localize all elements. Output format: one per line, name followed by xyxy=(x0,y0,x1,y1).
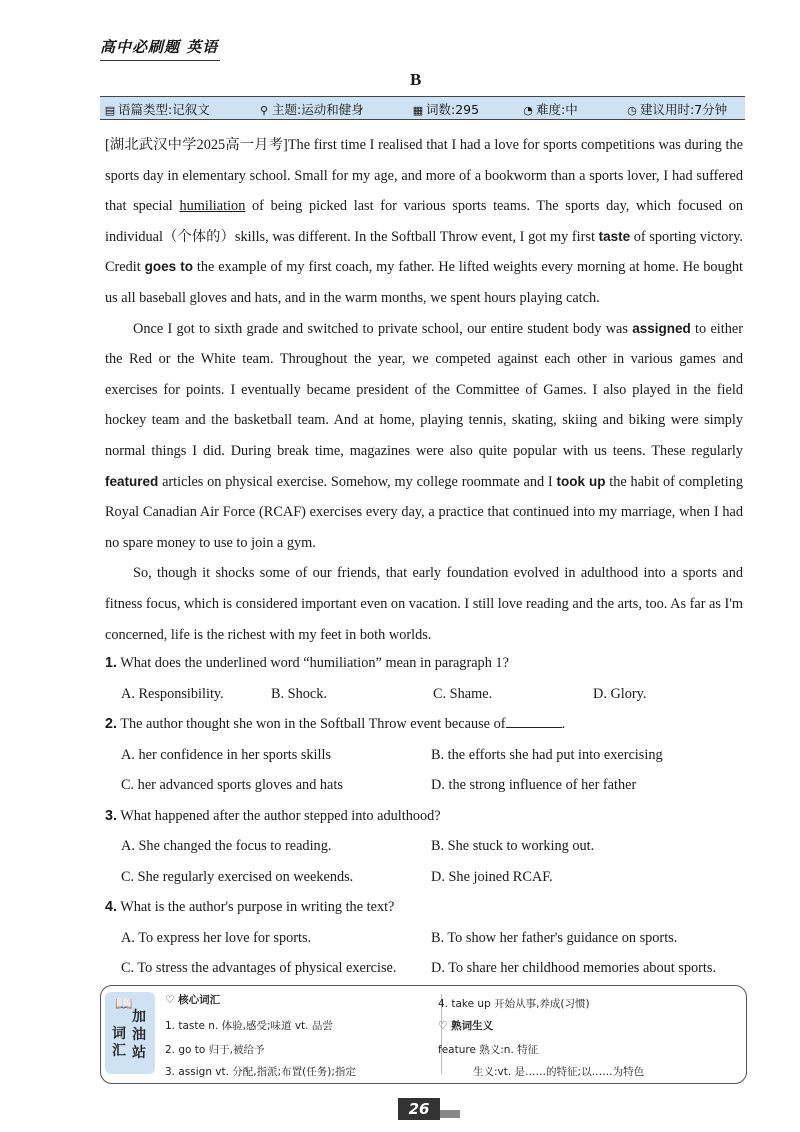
question-4-stem xyxy=(105,892,743,923)
paragraph-text: articles on physical exercise. Somehow, my college roommate and I xyxy=(158,473,557,490)
paragraph-1 xyxy=(105,130,743,314)
familiar-word-heading-text: 熟词生义 xyxy=(451,1020,494,1032)
source-tag: [湖北武汉中学2025高一月考] xyxy=(105,137,288,153)
option-c[interactable]: C. Shame. xyxy=(433,685,493,702)
familiar-word-line-2: 生义:vt. 是……的特征;以……为特色 xyxy=(473,1066,645,1078)
paragraph-text: So, though it shocks some of our friends, that early foundation evolved in adulthood into a sports and fitness focus, which is considered important even on vacation. I still love reading and the arts, too. As far as I'm concerned, life is the richest with my feet in both worlds. xyxy=(105,565,743,643)
question-1-stem xyxy=(105,648,743,679)
question-text: What does the underlined word “humiliation” mean in paragraph 1? xyxy=(116,655,509,671)
theme-info xyxy=(258,100,364,118)
option-a[interactable]: A. To express her love for sports. xyxy=(121,929,312,946)
option-d[interactable]: D. the strong influence of her father xyxy=(431,777,637,793)
core-item-2: 2. go to 归于,被给予 xyxy=(165,1044,265,1056)
option-d[interactable]: D. To share her childhood memories about sports. xyxy=(431,960,717,976)
suggested-time-text: 建议用时:7分钟 xyxy=(640,102,728,117)
question-number: 1. xyxy=(105,655,117,671)
paragraph-text: Once I got to sixth grade and switched to private school, our entire student body was xyxy=(133,320,633,337)
bold-keyword: assigned xyxy=(632,320,691,336)
passage-info-bar xyxy=(100,96,745,120)
paragraph-text: of being picked last for various sports teams. The sports day, which focused on individual（个体的）skills, was different. In the Softball Throw event, I got my first xyxy=(105,198,744,245)
option-a[interactable]: A. her confidence in her sports skills xyxy=(121,746,332,763)
option-c[interactable]: C. To stress the advantages of physical exercise. xyxy=(121,960,397,976)
vocab-tab-label-1: 词汇 xyxy=(112,1026,126,1059)
familiar-word-line-1: feature 熟义:n. 特征 xyxy=(438,1044,539,1056)
core-item-4: 4. take up 开始从事,养成(习惯) xyxy=(438,998,590,1010)
option-a[interactable]: A. Responsibility. xyxy=(121,685,224,702)
question-4-options-row1 xyxy=(105,923,743,954)
header-underline xyxy=(100,60,220,61)
vocab-tab-label-2: 加油站 xyxy=(132,1009,146,1061)
question-2-stem xyxy=(105,709,743,740)
option-a[interactable]: A. She changed the focus to reading. xyxy=(121,838,332,854)
reading-passage xyxy=(105,130,743,650)
option-b[interactable]: B. She stuck to working out. xyxy=(431,838,595,854)
paragraph-2 xyxy=(105,314,743,559)
heart-icon: ♡ xyxy=(438,1020,452,1032)
question-2-options-row2 xyxy=(105,770,743,801)
underlined-word: humiliation xyxy=(179,198,246,215)
paragraph-text: to either the Red or the White team. Throughout the year, we competed against each other in various games and exercises for points. I eventually became president of the Committee of Games. I also played in the field hockey team and the basketball team. And at home, playing tennis, skating, skiing and biking were simply normal things I did. During break time, magazines were also quite popular with us teens. These regularly xyxy=(105,320,743,459)
option-d[interactable]: D. Glory. xyxy=(593,685,647,702)
word-count-text: 词数:295 xyxy=(426,102,480,117)
core-vocab-heading-text: 核心词汇 xyxy=(178,994,221,1006)
option-b[interactable]: B. To show her father's guidance on sports. xyxy=(431,929,678,946)
word-count-info xyxy=(412,100,479,118)
familiar-word-heading xyxy=(438,1018,493,1033)
vocabulary-box xyxy=(100,985,747,1084)
paragraph-text: the habit of completing Royal Canadian Air Force (RCAF) exercises every day, a practice that continued into my marriage, when I had no spare money to use to join a gym. xyxy=(105,473,743,551)
option-c[interactable]: C. her advanced sports gloves and hats xyxy=(121,777,343,793)
document-icon: ▤ xyxy=(104,104,116,117)
core-item-1: 1. taste n. 体验,感受;味道 vt. 品尝 xyxy=(165,1020,333,1032)
paragraph-text: The first time I realised that I had a love for sports competitions was during the sports day in elementary school. Small for my age, and more of a bookworm than a sports lover, I had suffered that special xyxy=(105,137,743,215)
question-text: What is the author's purpose in writing the text? xyxy=(116,899,395,915)
page-number: 26 xyxy=(398,1098,440,1120)
core-vocab-heading xyxy=(165,992,220,1007)
genre-text: 语篇类型:记叙文 xyxy=(118,102,210,117)
suggested-time-info xyxy=(626,100,727,118)
difficulty-info xyxy=(522,100,578,118)
difficulty-text: 难度:中 xyxy=(536,102,578,117)
gauge-icon: ◔ xyxy=(523,104,533,117)
bold-keyword: taste xyxy=(598,228,631,244)
clock-icon: ◷ xyxy=(627,104,637,117)
vocabulary-tab xyxy=(105,992,155,1074)
question-2-options-row1 xyxy=(105,740,743,771)
question-number: 3. xyxy=(105,807,117,824)
paragraph-text: the example of my first coach, my father. He lifted weights every morning at home. He bought us all baseball gloves and hats, and in the warm months, we spent hours playing catch. xyxy=(105,259,743,306)
question-number: 4. xyxy=(105,899,117,915)
question-text: What happened after the author stepped into adulthood? xyxy=(116,807,441,824)
option-b[interactable]: B. the efforts she had put into exercising xyxy=(431,746,663,763)
book-header-title: 高中必刷题 英语 xyxy=(100,38,219,56)
section-label: B xyxy=(410,70,422,89)
question-4-options-row2 xyxy=(105,953,743,984)
option-b[interactable]: B. Shock. xyxy=(271,685,328,702)
magnifier-icon: ⚲ xyxy=(259,104,269,117)
question-number: 2. xyxy=(105,716,117,732)
book-icon: 📖 xyxy=(115,996,133,1012)
counter-icon: ▦ xyxy=(412,104,424,117)
question-1-options xyxy=(105,679,743,710)
genre-info xyxy=(104,100,210,118)
question-text: The author thought she won in the Softball Throw event because of xyxy=(116,716,506,732)
theme-text: 主题:运动和健身 xyxy=(272,102,364,117)
question-3-options-row1 xyxy=(105,831,743,862)
heart-icon: ♡ xyxy=(165,994,179,1006)
question-text-end: . xyxy=(561,716,566,732)
paragraph-text: of sporting victory. Credit xyxy=(105,228,743,276)
option-d[interactable]: D. She joined RCAF. xyxy=(431,868,553,885)
bold-keyword: featured xyxy=(105,473,159,489)
option-c[interactable]: C. She regularly exercised on weekends. xyxy=(121,868,354,885)
question-list xyxy=(105,648,743,984)
bold-keyword: took up xyxy=(556,473,606,489)
page-number-decoration xyxy=(440,1110,460,1118)
core-item-3: 3. assign vt. 分配,指派;布置(任务);指定 xyxy=(165,1066,356,1078)
question-3-stem xyxy=(105,801,743,832)
bold-keyword: goes to xyxy=(144,259,193,275)
question-3-options-row2 xyxy=(105,862,743,893)
answer-blank[interactable] xyxy=(506,715,562,728)
paragraph-3 xyxy=(105,558,743,650)
